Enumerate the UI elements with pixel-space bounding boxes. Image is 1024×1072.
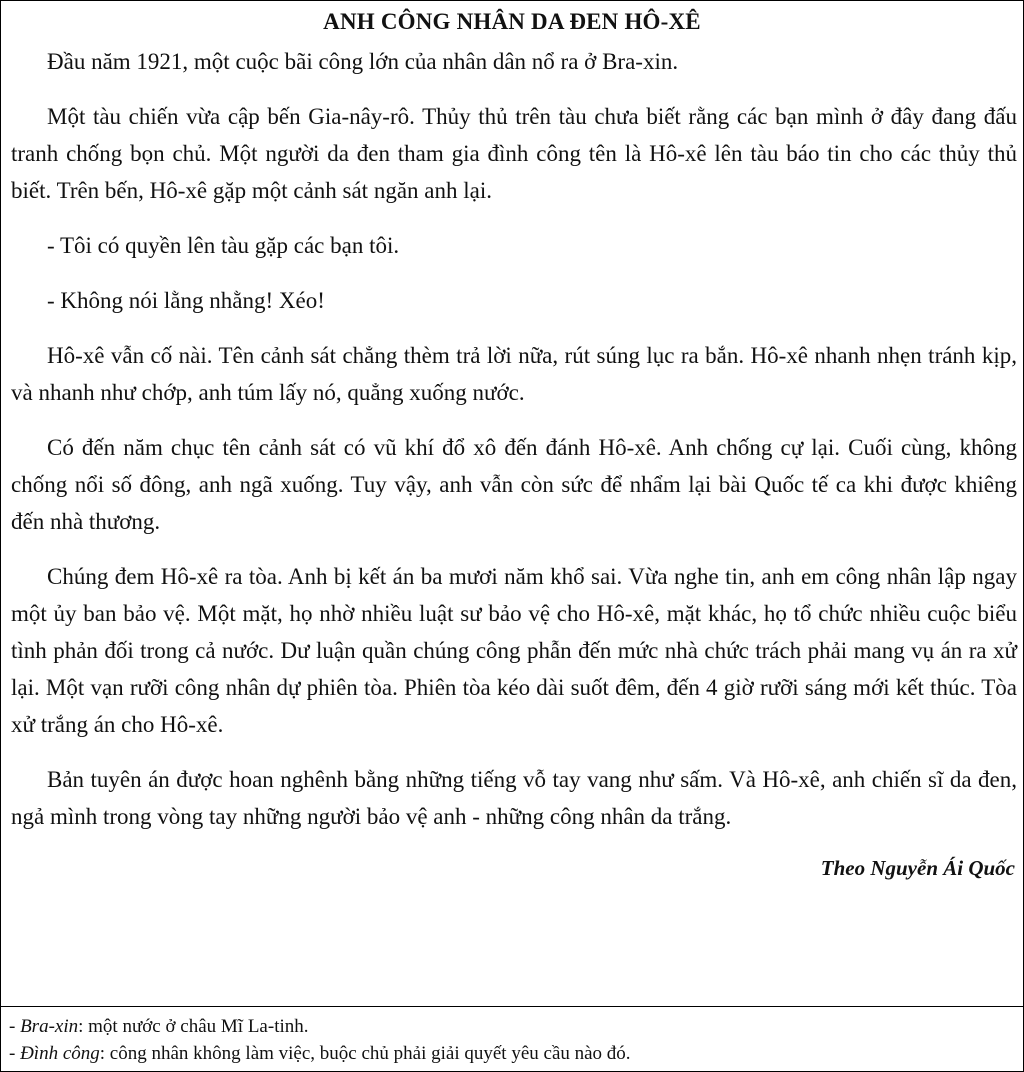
paragraph-8: Bản tuyên án được hoan nghênh bằng những tiếng vỗ tay vang như sấm. Và Hô-xê, anh chiến sĩ da đen, ngả mình trong vòng tay những người bảo vệ anh - những công nhân da trắng. [11, 767, 1017, 829]
footnote-prefix: - [9, 1043, 21, 1064]
paragraph-2: Một tàu chiến vừa cập bến Gia-nây-rô. Thủy thủ trên tàu chưa biết rằng các bạn mình ở đây đang đấu tranh chống bọn chủ. Một người da đen tham gia đình công tên là Hô-xê lên tàu báo tin cho các thủy thủ biết. Trên bến, Hô-xê gặp một cảnh sát ngăn anh lại. [11, 104, 1017, 203]
footnote-term: Đình công [20, 1043, 100, 1064]
source-attribution: Theo Nguyễn Ái Quốc [820, 856, 1015, 880]
story-title: ANH CÔNG NHÂN DA ĐEN HÔ-XÊ [323, 9, 701, 34]
footnote-item [9, 1040, 1015, 1067]
footnote-item [9, 1013, 1015, 1040]
footnote-term: Bra-xin [20, 1016, 79, 1037]
paragraph-5: Hô-xê vẫn cố nài. Tên cảnh sát chẳng thèm trả lời nữa, rút súng lục ra bắn. Hô-xê nhanh nhẹn tránh kịp, và nhanh như chớp, anh túm lấy nó, quẳng xuống nước. [11, 343, 1017, 405]
notes-divider [1, 1006, 1023, 1007]
dialogue-line-2: - Không nói lằng nhằng! Xéo! [47, 288, 325, 313]
paragraph-6: Có đến năm chục tên cảnh sát có vũ khí đổ xô đến đánh Hô-xê. Anh chống cự lại. Cuối cùng, không chống nổi số đông, anh ngã xuống. Tuy vậy, anh vẫn còn sức để nhẩm lại bài Quốc tế ca khi được khiêng đến nhà thương. [11, 435, 1017, 534]
footnote-definition: : một nước ở châu Mĩ La-tinh. [78, 1016, 309, 1037]
paragraph-1: Đầu năm 1921, một cuộc bãi công lớn của nhân dân nổ ra ở Bra-xin. [47, 49, 679, 74]
dialogue-line-1: - Tôi có quyền lên tàu gặp các bạn tôi. [47, 233, 400, 258]
footnote-prefix: - [9, 1016, 21, 1037]
story-body [1, 43, 1023, 835]
footnotes [9, 1013, 1015, 1067]
paragraph-7: Chúng đem Hô-xê ra tòa. Anh bị kết án ba mươi năm khổ sai. Vừa nghe tin, anh em công nhân lập ngay một ủy ban bảo vệ. Một mặt, họ nhờ nhiều luật sư bảo vệ cho Hô-xê, mặt khác, họ tổ chức nhiều cuộc biểu tình phản đối trong cả nước. Dư luận quần chúng công phẫn đến mức nhà chức trách phải mang vụ án ra xử lại. Một vạn rưỡi công nhân dự phiên tòa. Phiên tòa kéo dài suốt đêm, đến 4 giờ rưỡi sáng mới kết thúc. Tòa xử trắng án cho Hô-xê. [11, 564, 1017, 737]
footnote-definition: : công nhân không làm việc, buộc chủ phải giải quyết yêu cầu nào đó. [99, 1043, 631, 1064]
